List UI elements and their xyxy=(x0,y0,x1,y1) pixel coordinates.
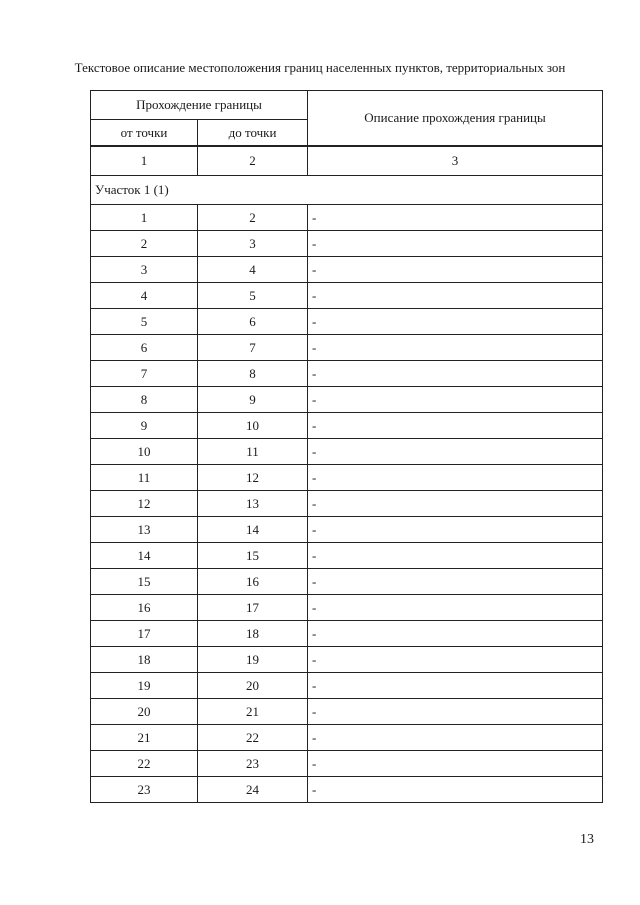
table-row xyxy=(91,283,603,309)
to-point-cell: 10 xyxy=(198,413,308,439)
from-point-cell: 12 xyxy=(91,491,198,517)
header-to-point: до точки xyxy=(198,120,308,147)
table-row xyxy=(91,439,603,465)
description-cell: - xyxy=(308,595,603,621)
table-row xyxy=(91,543,603,569)
table-row xyxy=(91,465,603,491)
to-point-cell: 19 xyxy=(198,647,308,673)
column-number-row xyxy=(91,146,603,176)
description-cell: - xyxy=(308,205,603,231)
to-point-cell: 7 xyxy=(198,335,308,361)
description-cell: - xyxy=(308,413,603,439)
from-point-cell: 7 xyxy=(91,361,198,387)
to-point-cell: 20 xyxy=(198,673,308,699)
column-number-2: 2 xyxy=(198,146,308,176)
header-row xyxy=(91,91,603,120)
table-row xyxy=(91,725,603,751)
description-cell: - xyxy=(308,465,603,491)
from-point-cell: 16 xyxy=(91,595,198,621)
from-point-cell: 6 xyxy=(91,335,198,361)
to-point-cell: 9 xyxy=(198,387,308,413)
from-point-cell: 14 xyxy=(91,543,198,569)
to-point-cell: 24 xyxy=(198,777,308,803)
description-cell: - xyxy=(308,491,603,517)
boundary-table xyxy=(90,90,603,803)
column-number-1: 1 xyxy=(91,146,198,176)
table-row xyxy=(91,491,603,517)
table-row xyxy=(91,309,603,335)
from-point-cell: 9 xyxy=(91,413,198,439)
table-row xyxy=(91,569,603,595)
table-row xyxy=(91,387,603,413)
description-cell: - xyxy=(308,257,603,283)
header-boundary-description: Описание прохождения границы xyxy=(308,91,603,147)
table-row xyxy=(91,777,603,803)
from-point-cell: 2 xyxy=(91,231,198,257)
from-point-cell: 22 xyxy=(91,751,198,777)
to-point-cell: 23 xyxy=(198,751,308,777)
to-point-cell: 15 xyxy=(198,543,308,569)
description-cell: - xyxy=(308,621,603,647)
from-point-cell: 1 xyxy=(91,205,198,231)
table-row xyxy=(91,647,603,673)
to-point-cell: 12 xyxy=(198,465,308,491)
description-cell: - xyxy=(308,751,603,777)
from-point-cell: 19 xyxy=(91,673,198,699)
table-row xyxy=(91,231,603,257)
from-point-cell: 11 xyxy=(91,465,198,491)
from-point-cell: 13 xyxy=(91,517,198,543)
to-point-cell: 8 xyxy=(198,361,308,387)
table-row xyxy=(91,621,603,647)
description-cell: - xyxy=(308,647,603,673)
from-point-cell: 20 xyxy=(91,699,198,725)
table-row xyxy=(91,595,603,621)
from-point-cell: 5 xyxy=(91,309,198,335)
description-cell: - xyxy=(308,231,603,257)
table-body xyxy=(91,91,603,803)
page-number: 13 xyxy=(580,832,594,847)
table-row xyxy=(91,751,603,777)
description-cell: - xyxy=(308,569,603,595)
description-cell: - xyxy=(308,725,603,751)
to-point-cell: 5 xyxy=(198,283,308,309)
table-row xyxy=(91,335,603,361)
table-row xyxy=(91,413,603,439)
table-row xyxy=(91,517,603,543)
description-cell: - xyxy=(308,777,603,803)
to-point-cell: 18 xyxy=(198,621,308,647)
to-point-cell: 16 xyxy=(198,569,308,595)
to-point-cell: 11 xyxy=(198,439,308,465)
description-cell: - xyxy=(308,673,603,699)
to-point-cell: 22 xyxy=(198,725,308,751)
description-cell: - xyxy=(308,309,603,335)
to-point-cell: 2 xyxy=(198,205,308,231)
to-point-cell: 21 xyxy=(198,699,308,725)
description-cell: - xyxy=(308,517,603,543)
header-from-point: от точки xyxy=(91,120,198,147)
document-title: Текстовое описание местоположения границ населенных пунктов, территориальных зон xyxy=(74,60,566,75)
description-cell: - xyxy=(308,387,603,413)
table-row xyxy=(91,361,603,387)
header-boundary-passage: Прохождение границы xyxy=(91,91,308,120)
from-point-cell: 8 xyxy=(91,387,198,413)
to-point-cell: 13 xyxy=(198,491,308,517)
to-point-cell: 14 xyxy=(198,517,308,543)
to-point-cell: 6 xyxy=(198,309,308,335)
column-number-3: 3 xyxy=(308,146,603,176)
description-cell: - xyxy=(308,283,603,309)
to-point-cell: 3 xyxy=(198,231,308,257)
from-point-cell: 10 xyxy=(91,439,198,465)
from-point-cell: 23 xyxy=(91,777,198,803)
from-point-cell: 3 xyxy=(91,257,198,283)
section-row xyxy=(91,176,603,205)
section-label: Участок 1 (1) xyxy=(91,176,603,205)
description-cell: - xyxy=(308,361,603,387)
description-cell: - xyxy=(308,699,603,725)
to-point-cell: 17 xyxy=(198,595,308,621)
to-point-cell: 4 xyxy=(198,257,308,283)
from-point-cell: 17 xyxy=(91,621,198,647)
table-row xyxy=(91,205,603,231)
description-cell: - xyxy=(308,335,603,361)
from-point-cell: 15 xyxy=(91,569,198,595)
from-point-cell: 21 xyxy=(91,725,198,751)
table-row xyxy=(91,699,603,725)
description-cell: - xyxy=(308,439,603,465)
from-point-cell: 18 xyxy=(91,647,198,673)
from-point-cell: 4 xyxy=(91,283,198,309)
table-row xyxy=(91,257,603,283)
table-row xyxy=(91,673,603,699)
description-cell: - xyxy=(308,543,603,569)
